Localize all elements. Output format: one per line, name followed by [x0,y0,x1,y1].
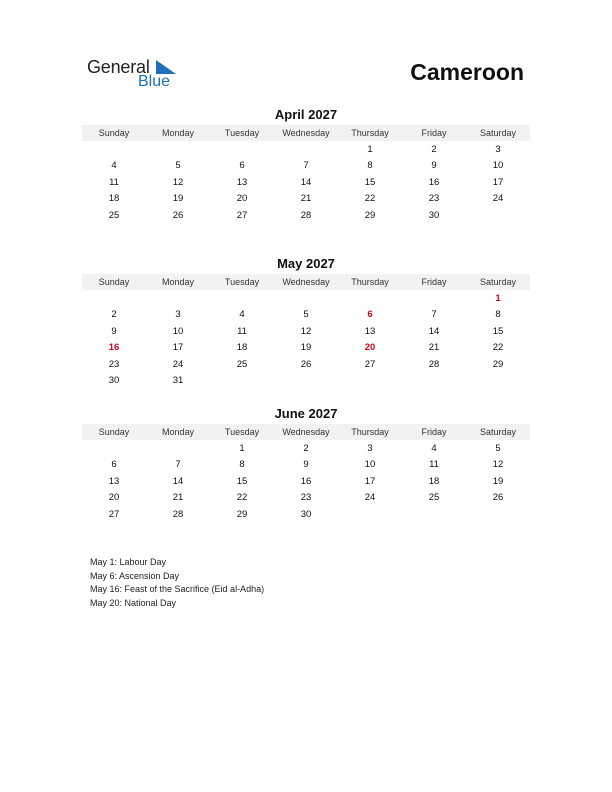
week-row [82,307,530,323]
logo-triangle-icon [154,60,176,74]
date-cell: 27 [364,358,376,370]
date-cell: 6 [239,160,245,172]
date-cell [210,373,274,389]
date-cell: 5 [495,443,501,454]
week-row [82,373,530,389]
date-cell: 30 [108,374,120,386]
date-cell [82,142,146,158]
month-title: April 2027 [274,107,338,122]
date-cell [274,373,338,389]
date-cell: 1 [367,144,373,155]
week-row [82,324,530,340]
date-cell [466,507,530,523]
week-row [82,142,530,158]
date-cell [402,291,466,307]
date-cell: 17 [172,342,184,354]
date-cell: 27 [108,508,120,520]
month-title: June 2027 [274,406,338,421]
date-cell: 7 [175,459,181,471]
weekday-label: Saturday [479,128,517,138]
date-cell: 14 [300,176,312,188]
week-row [82,457,530,473]
week-row [82,175,530,191]
date-cell: 20 [108,492,120,504]
date-cell: 26 [492,492,504,504]
date-cell: 7 [303,160,309,172]
date-cell: 8 [495,309,501,321]
weekday-label: Friday [421,427,447,437]
month-june [82,406,530,523]
weekday-label: Wednesday [282,427,330,437]
week-row [82,158,530,174]
date-cell: 5 [175,160,181,172]
holiday-date-cell: 6 [367,309,373,321]
date-cell: 4 [111,160,117,172]
holiday-list-item: May 20: National Day [90,597,177,608]
date-cell: 29 [236,508,248,520]
weekday-header-row [82,125,530,141]
weekday-label: Sunday [98,128,130,138]
date-cell: 30 [300,508,312,520]
date-cell: 30 [428,209,440,221]
date-cell: 18 [108,193,120,205]
date-cell: 3 [367,443,373,454]
holiday-list-item: May 16: Feast of the Sacrifice (Eid al-Adha) [90,584,265,594]
date-cell: 5 [303,309,309,321]
date-cell: 10 [172,325,184,337]
weekday-label: Wednesday [282,277,330,287]
date-cell: 22 [492,342,504,354]
date-cell: 18 [236,342,248,354]
date-cell: 28 [300,209,312,221]
weekday-label: Tuesday [224,128,260,138]
date-cell: 4 [431,443,437,454]
date-cell: 27 [236,209,248,221]
date-cell: 16 [300,475,312,487]
month-may [82,256,530,389]
date-cell: 29 [364,209,376,221]
date-cell: 3 [495,144,501,155]
date-cell: 13 [364,325,376,337]
month-title: May 2027 [277,256,335,271]
date-cell: 26 [300,358,312,370]
weeks-grid [82,441,530,523]
date-cell: 24 [364,492,376,504]
date-cell [466,373,530,389]
week-row [82,357,530,373]
date-cell: 2 [303,443,309,454]
week-row [82,441,530,457]
date-cell: 15 [492,325,504,337]
date-cell: 12 [492,459,504,471]
week-row [82,340,530,356]
date-cell: 8 [239,459,245,471]
weekday-label: Tuesday [224,427,260,437]
week-row [82,191,530,207]
date-cell [210,291,274,307]
week-row [82,291,530,307]
weeks-grid [82,142,530,224]
holiday-list [90,556,264,610]
date-cell: 16 [428,176,440,188]
date-cell: 23 [428,193,440,205]
date-cell [274,142,338,158]
date-cell: 10 [492,160,504,172]
date-cell [82,441,146,457]
date-cell: 15 [236,475,248,487]
date-cell: 21 [300,193,312,205]
date-cell: 11 [109,176,119,188]
weekday-label: Thursday [351,277,389,287]
date-cell: 31 [172,374,184,386]
date-cell: 7 [431,309,437,321]
date-cell: 28 [428,358,440,370]
date-cell: 23 [300,492,312,504]
date-cell: 29 [492,358,504,370]
weekday-label: Monday [161,427,195,437]
date-cell [402,507,466,523]
weekday-label: Friday [421,128,447,138]
date-cell: 4 [239,309,245,321]
weekday-label: Monday [161,277,195,287]
date-cell: 3 [175,309,181,321]
date-cell: 22 [236,492,248,504]
date-cell: 21 [172,492,184,504]
date-cell [210,142,274,158]
week-row [82,474,530,490]
date-cell: 24 [172,358,184,370]
date-cell: 8 [367,160,373,172]
weekday-label: Wednesday [282,128,330,138]
holiday-list-item: May 1: Labour Day [90,557,167,567]
date-cell: 2 [431,144,437,155]
date-cell [146,291,210,307]
date-cell: 11 [429,459,439,471]
date-cell [82,291,146,307]
date-cell: 1 [239,443,245,454]
date-cell [338,291,402,307]
holiday-date-cell: 20 [364,342,376,354]
date-cell: 26 [172,209,184,221]
date-cell: 9 [303,459,309,471]
date-cell [402,373,466,389]
date-cell: 24 [492,193,504,205]
date-cell: 20 [236,193,248,205]
date-cell: 22 [364,193,376,205]
date-cell: 6 [111,459,117,471]
weekday-label: Sunday [98,427,130,437]
month-april [82,107,530,224]
date-cell: 13 [108,475,120,487]
holiday-date-cell: 1 [495,293,501,304]
date-cell: 14 [172,475,184,487]
weekday-label: Sunday [98,277,130,287]
weekday-label: Thursday [351,427,389,437]
date-cell: 17 [492,176,504,188]
date-cell: 19 [172,193,184,205]
date-cell: 12 [300,325,312,337]
date-cell: 25 [108,209,120,221]
date-cell: 21 [428,342,440,354]
weekday-label: Saturday [479,277,517,287]
date-cell: 17 [364,475,376,487]
week-row [82,507,530,523]
generalblue-logo [87,57,187,93]
date-cell: 11 [237,325,247,337]
date-cell: 9 [111,325,117,337]
weekday-label: Thursday [351,128,389,138]
date-cell [146,441,210,457]
weekday-header-row [82,274,530,290]
date-cell [466,208,530,224]
logo-text-blue: Blue [138,73,171,90]
weekday-label: Monday [161,128,195,138]
weeks-grid [82,291,530,389]
date-cell [338,373,402,389]
date-cell: 28 [172,508,184,520]
date-cell: 12 [172,176,184,188]
date-cell: 13 [236,176,248,188]
date-cell: 25 [236,358,248,370]
weekday-label: Friday [421,277,447,287]
date-cell: 18 [428,475,440,487]
date-cell: 19 [492,475,504,487]
date-cell: 14 [428,325,440,337]
week-row [82,490,530,506]
date-cell [338,507,402,523]
date-cell [146,142,210,158]
logo-text-general: General [87,57,150,77]
country-title: Cameroon [410,59,524,85]
holiday-date-cell: 16 [108,342,120,354]
date-cell [274,291,338,307]
date-cell: 10 [364,459,376,471]
weekday-label: Tuesday [224,277,260,287]
weekday-header-row [82,424,530,440]
date-cell: 15 [364,176,376,188]
date-cell: 19 [300,342,312,354]
holiday-list-item: May 6: Ascension Day [90,570,180,581]
date-cell: 23 [108,358,120,370]
date-cell: 2 [111,309,117,321]
date-cell: 25 [428,492,440,504]
week-row [82,208,530,224]
date-cell: 9 [431,160,437,172]
weekday-label: Saturday [479,427,517,437]
